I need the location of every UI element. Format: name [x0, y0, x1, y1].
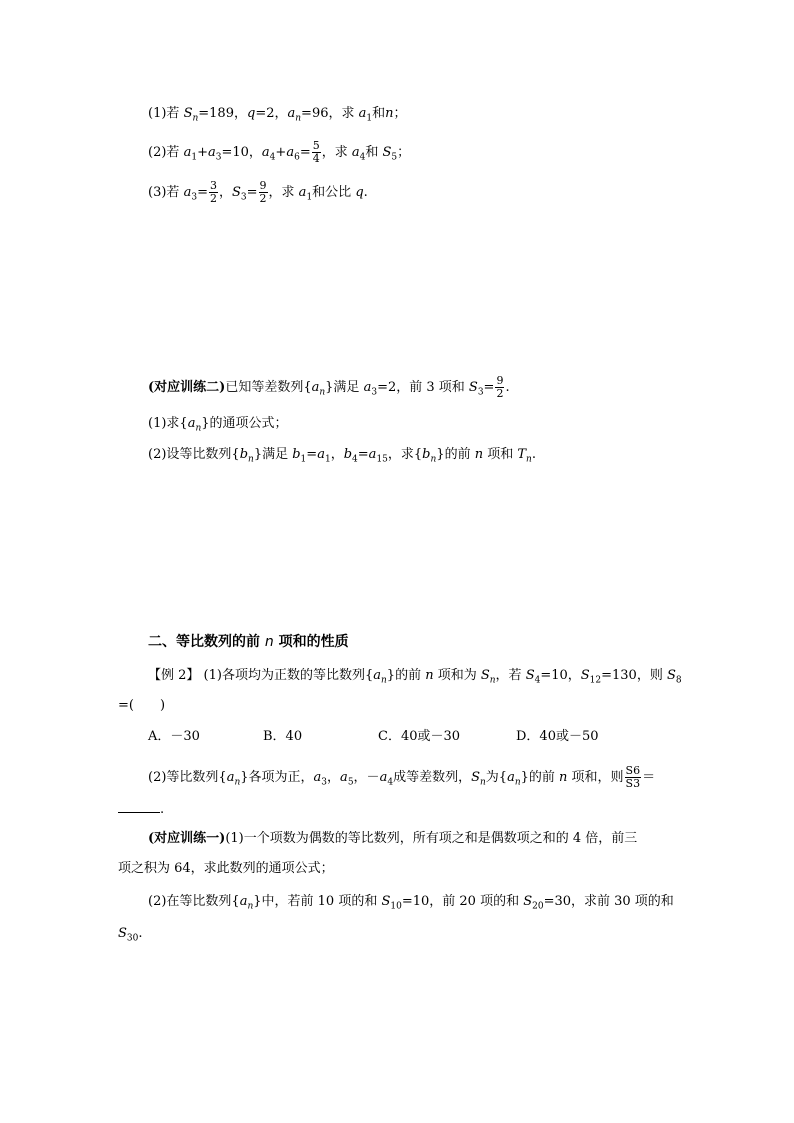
option-a[interactable]: A．－30 [148, 729, 200, 744]
drill2-p2-f: ，求{ [387, 447, 423, 462]
example2-text: (1)各项均为正数的等比数列{ [199, 668, 374, 683]
option-c[interactable]: C．40或－30 [378, 729, 461, 744]
drill1-line2 [118, 860, 334, 878]
example2-end: . [160, 802, 165, 817]
example2-v2: =130，则 [601, 668, 667, 683]
drill2-fraction: $\frac{9}{2}$ [496, 374, 504, 400]
drill1-line4: $S_{30}$. [118, 926, 143, 944]
heading-b: 项和的性质 [273, 634, 349, 650]
drill2-p1-b: }的通项公式； [201, 416, 288, 431]
drill2-text2: }满足 [325, 380, 364, 395]
drill2-eq: =2，前 3 项和 [377, 380, 469, 395]
answer-blank[interactable] [118, 800, 160, 813]
q1-prefix: (1)若 [148, 106, 184, 121]
example2-t3: 项和为 [433, 668, 481, 683]
drill2-eq2: = [483, 380, 495, 395]
q2-prefix: (2)若 [148, 145, 184, 160]
q1-q-val: =2， [255, 106, 288, 121]
example2-v1: =10， [540, 668, 581, 683]
q2-and: 和 [365, 145, 383, 160]
q3-fraction-1: $\frac{3}{2}$ [209, 179, 217, 205]
example2-p2i: ＝ [642, 770, 656, 785]
example2-p2e: 成等差数列， [393, 770, 472, 785]
drill1-3d: =30，求前 30 项的和 [543, 894, 674, 909]
example2-p2f: 为{ [485, 770, 508, 785]
q3-eq: = [197, 185, 208, 200]
heading-n: n [264, 634, 274, 650]
q3-end: . [363, 185, 368, 200]
example2-p2d: ，－ [353, 770, 380, 785]
drill2-p2-e: = [357, 447, 369, 462]
option-b[interactable]: B．40 [263, 729, 303, 744]
q3-fraction-2: $\frac{9}{2}$ [259, 179, 267, 205]
q1-and: 和 [372, 106, 386, 121]
drill1-3b: }中，若前 10 项的和 [253, 894, 382, 909]
q3-prefix: (3)若 [148, 185, 184, 200]
drill2-p2-c: = [306, 447, 318, 462]
example2-label: 【例 2】 [148, 668, 200, 683]
example2-p2h: 项和，则 [567, 770, 624, 785]
drill1-4end: . [138, 926, 143, 941]
example2-line2 [118, 697, 165, 715]
drill2-part1: (1)求$\{a_n\}$的通项公式； [148, 416, 288, 434]
drill2-p2-h: 项和 [483, 447, 518, 462]
drill1-text2: 项之积为 64，求此数列的通项公式； [118, 861, 334, 876]
example2-answer-blank [118, 800, 164, 819]
drill2-text1: 已知等差数列{ [225, 380, 312, 395]
q2-line: (2)若 $a_1+a_3=10$，$a_4+a_6=$ $\frac{5}{4}$ ，求 $a_4$和 $S_5$； [148, 139, 411, 165]
q1-q: q [246, 106, 256, 121]
drill2-p2-b: }满足 [253, 447, 293, 462]
example2-fraction: $\frac{S6}{S3}$ [625, 764, 641, 790]
drill2-p2-a: (2)设等比数列{ [148, 447, 240, 462]
drill2-p2-end: . [531, 447, 536, 462]
q3-line: (3)若 $a_3=$ $\frac{3}{2}$ ，$S_3=$ $\frac{9}{2}$ ，求 $a_1$和公比 q. [148, 179, 368, 205]
drill1-label: (对应训练一) [148, 831, 226, 846]
q2-ask: ，求 [321, 145, 352, 160]
option-d[interactable]: D．40或－50 [516, 729, 599, 744]
example2-p2c: ， [327, 770, 341, 785]
q2-eq2: = [299, 145, 311, 160]
example2-p2b: }各项为正， [240, 770, 314, 785]
q3-mid: ， [218, 185, 232, 200]
drill2-p2-d: ， [330, 447, 344, 462]
drill2-p2-g: }的前 [436, 447, 475, 462]
example2-p2g: }的前 [520, 770, 560, 785]
drill2-label: (对应训练二) [148, 380, 226, 395]
section2-heading [148, 633, 349, 651]
q2-end: ； [397, 145, 411, 160]
drill1-line1 [148, 830, 637, 848]
q1-line: (1)若 $S_n=189$，q=2，$a_n=96$，求 $a_1$和n； [148, 106, 407, 124]
example2-t4: ，若 [495, 668, 526, 683]
q2-plus: + [197, 145, 208, 160]
q1-sum-val: =189， [198, 106, 247, 121]
q2-fraction: $\frac{5}{4}$ [312, 139, 320, 165]
drill1-line3: (2)在等比数列$\{a_n\}$中，若前 10 项的和 $S_{10}=10$，前 20 项的和 $S_{20}=30$，求前 30 项的和 [148, 894, 674, 912]
example2-p2a: (2)等比数列{ [148, 770, 227, 785]
drill1-3c: =10，前 20 项的和 [401, 894, 524, 909]
drill2-p1-a: (1)求{ [148, 416, 188, 431]
drill1-text1: (1)一个项数为偶数的等比数列，所有项之和是偶数项之和的 4 倍，前三 [225, 831, 638, 846]
drill1-3a: (2)在等比数列{ [148, 894, 240, 909]
q3-ask: ，求 [268, 185, 299, 200]
example2-t2: }的前 [386, 668, 426, 683]
example2-part2: (2)等比数列$\{a_n\}$各项为正，$a_3$，$a_5$，$-a_4$成等差数列，$S_n$为$\{a_n\}$的前 n 项和，则 $\frac{S6}{S3}$ ＝ [148, 764, 656, 790]
q2-eq1: =10， [221, 145, 262, 160]
drill2-intro: (对应训练二)已知等差数列$\{a_n\}$满足 $a_3=2$，前 3 项和 $S_3=$ $\frac{9}{2}$ . [148, 374, 510, 400]
q3-tail: 和公比 [312, 185, 356, 200]
example2-paren: =( ) [118, 698, 166, 713]
q1-end: ； [393, 106, 407, 121]
heading-a: 二、等比数列的前 [148, 634, 265, 650]
drill2-part2: (2)设等比数列$\{b_n\}$满足 $b_1=a_1$，$b_4=a_{15}$，求$\{b_n\}$的前 n 项和 $T_n$. [148, 447, 536, 465]
example2-line1: 【例 2】 (1)各项均为正数的等比数列$\{a_n\}$的前 n 项和为 $S_n$，若 $S_4=10$，$S_{12}=130$，则 $S_8$ [148, 668, 682, 686]
q1-an: =96，求 [301, 106, 359, 121]
